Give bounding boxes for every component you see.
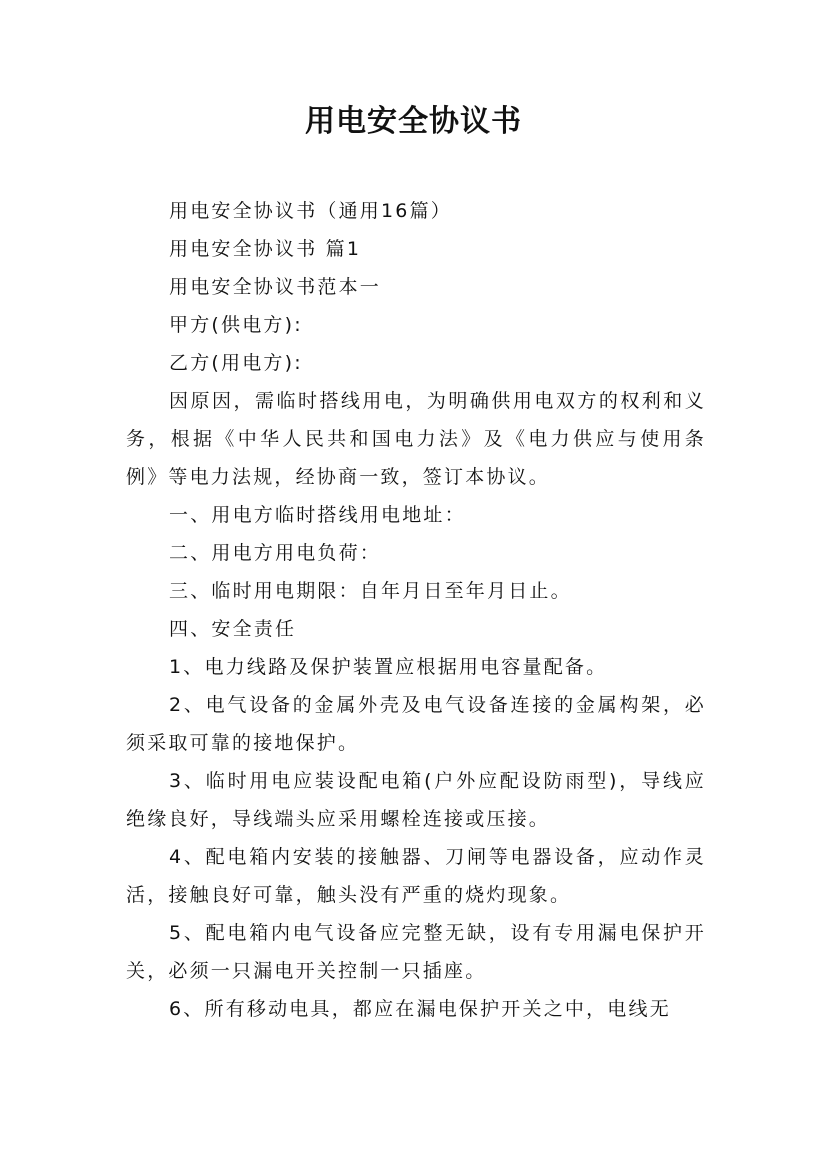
paragraph-doc-subtitle: 用电安全协议书（通用16篇） [169,200,452,222]
paragraph-chapter-heading: 用电安全协议书 篇1 [169,238,362,260]
document-title: 用电安全协议书 [305,104,522,139]
paragraph-item-3: 3、临时用电应装设配电箱(户外应配设防雨型)，导线应绝缘良好，导线端头应采用螺栓连接或压接。 [126,770,706,830]
document-body [126,192,706,1028]
paragraph-item-5: 5、配电箱内电气设备应完整无缺，设有专用漏电保护开关，必须一只漏电开关控制一只插座。 [126,922,706,982]
paragraph-item-4: 4、配电箱内安装的接触器、刀闸等电器设备，应动作灵活，接触良好可靠，触头没有严重的烧灼现象。 [126,846,706,906]
paragraph-item-6: 6、所有移动电具，都应在漏电保护开关之中，电线无 [169,998,671,1020]
paragraph-preamble: 因原因，需临时搭线用电，为明确供用电双方的权利和义务，根据《中华人民共和国电力法》及《电力供应与使用条例》等电力法规，经协商一致，签订本协议。 [126,390,706,488]
paragraph-clause-4: 四、安全责任 [169,618,297,640]
paragraph-clause-2: 二、用电方用电负荷： [169,542,382,564]
paragraph-party-a: 甲方(供电方): [169,314,303,336]
paragraph-template-heading: 用电安全协议书范本一 [169,276,382,298]
paragraph-party-b: 乙方(用电方): [169,352,303,374]
paragraph-item-2: 2、电气设备的金属外壳及电气设备连接的金属构架，必须采取可靠的接地保护。 [126,694,706,754]
paragraph-clause-3: 三、临时用电期限：自年月日至年月日止。 [169,580,572,602]
paragraph-item-1: 1、电力线路及保护装置应根据用电容量配备。 [169,656,608,678]
paragraph-clause-1: 一、用电方临时搭线用电地址： [169,504,466,526]
